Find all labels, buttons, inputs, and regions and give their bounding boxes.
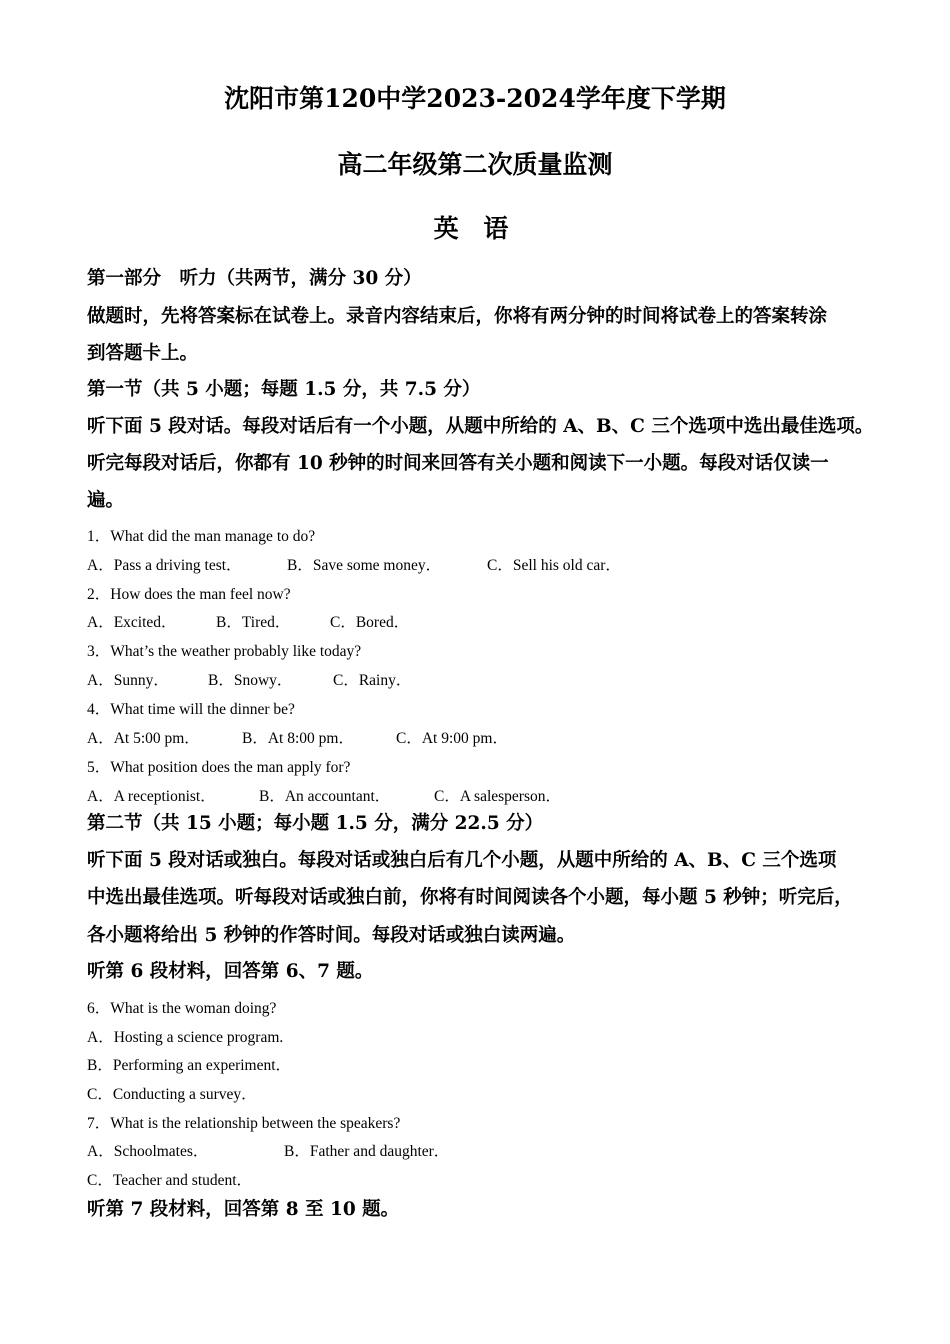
question-6-option-a: A．Hosting a science program.	[87, 1029, 284, 1046]
question-4-option-a: A．At 5:00 pm．	[87, 730, 200, 747]
question-5-option-c: C．A salesperson．	[434, 788, 562, 805]
question-1-stem: 1．What did the man manage to do?	[87, 528, 316, 545]
question-1-option-c: C．Sell his old car．	[487, 557, 621, 574]
question-3-stem: 3．What’s the weather probably like today?	[87, 643, 362, 660]
question-6-stem: 6．What is the woman doing?	[87, 1000, 277, 1017]
question-5-option-a: A．A receptionist．	[87, 788, 216, 805]
section2-heading: 第二节（共 15 小题；每小题 1.5 分，满分 22.5 分）	[87, 813, 544, 834]
section2-instructions-line3: 各小题将给出 5 秒钟的作答时间。每段对话或独白读两遍。	[87, 925, 576, 946]
part1-heading: 第一部分 听力（共两节，满分 30 分）	[87, 268, 422, 289]
question-3-option-c: C．Rainy．	[333, 672, 412, 689]
question-3-option-a: A．Sunny．	[87, 672, 169, 689]
subject-title: 英 语	[433, 214, 517, 243]
part1-instructions-line1: 做题时，先将答案标在试卷上。录音内容结束后，你将有两分钟的时间将试卷上的答案转涂	[87, 306, 828, 327]
question-6-option-c: C．Conducting a survey．	[87, 1086, 257, 1103]
exam-school-term-title: 沈阳市第120中学2023-2024学年度下学期	[224, 84, 726, 113]
question-7-option-c: C．Teacher and student．	[87, 1172, 253, 1189]
question-7-option-a: A．Schoolmates．	[87, 1143, 209, 1160]
question-5-option-b: B．An accountant．	[259, 788, 391, 805]
question-3-option-b: B．Snowy．	[208, 672, 293, 689]
question-2-option-c: C．Bored．	[330, 614, 410, 631]
question-4-stem: 4．What time will the dinner be?	[87, 701, 295, 718]
part1-instructions-line2: 到答题卡上。	[87, 343, 199, 364]
section2-instructions-line1: 听下面 5 段对话或独白。每段对话或独白后有几个小题，从题中所给的 A、B、C 三个选项	[87, 850, 837, 871]
question-1-option-a: A．Pass a driving test．	[87, 557, 242, 574]
section2-instructions-line2: 中选出最佳选项。听每段对话或独白前，你将有时间阅读各个小题，每小题 5 秒钟；听完后，	[87, 887, 853, 908]
question-4-option-c: C．At 9:00 pm．	[396, 730, 508, 747]
question-7-stem: 7．What is the relationship between the speakers?	[87, 1115, 401, 1132]
exam-name-title: 高二年级第二次质量监测	[337, 150, 613, 179]
question-1-option-b: B．Save some money．	[287, 557, 442, 574]
section1-instructions-line1: 听下面 5 段对话。每段对话后有一个小题，从题中所给的 A、B、C 三个选项中选出最佳选项。	[87, 416, 874, 437]
question-6-option-b: B．Performing an experiment．	[87, 1057, 292, 1074]
question-4-option-b: B．At 8:00 pm．	[242, 730, 354, 747]
material-7-heading: 听第 7 段材料，回答第 8 至 10 题。	[87, 1199, 400, 1220]
question-2-option-a: A．Excited．	[87, 614, 177, 631]
section1-instructions-line2: 听完每段对话后，你都有 10 秒钟的时间来回答有关小题和阅读下一小题。每段对话仅读一	[87, 453, 829, 474]
section1-heading: 第一节（共 5 小题；每题 1.5 分，共 7.5 分）	[87, 379, 481, 400]
question-2-stem: 2．How does the man feel now?	[87, 586, 291, 603]
material-6-heading: 听第 6 段材料，回答第 6、7 题。	[87, 961, 374, 982]
question-5-stem: 5．What position does the man apply for?	[87, 759, 351, 776]
section1-instructions-line3: 遍。	[87, 490, 125, 511]
question-7-option-b: B．Father and daughter．	[284, 1143, 450, 1160]
question-2-option-b: B．Tired．	[216, 614, 291, 631]
